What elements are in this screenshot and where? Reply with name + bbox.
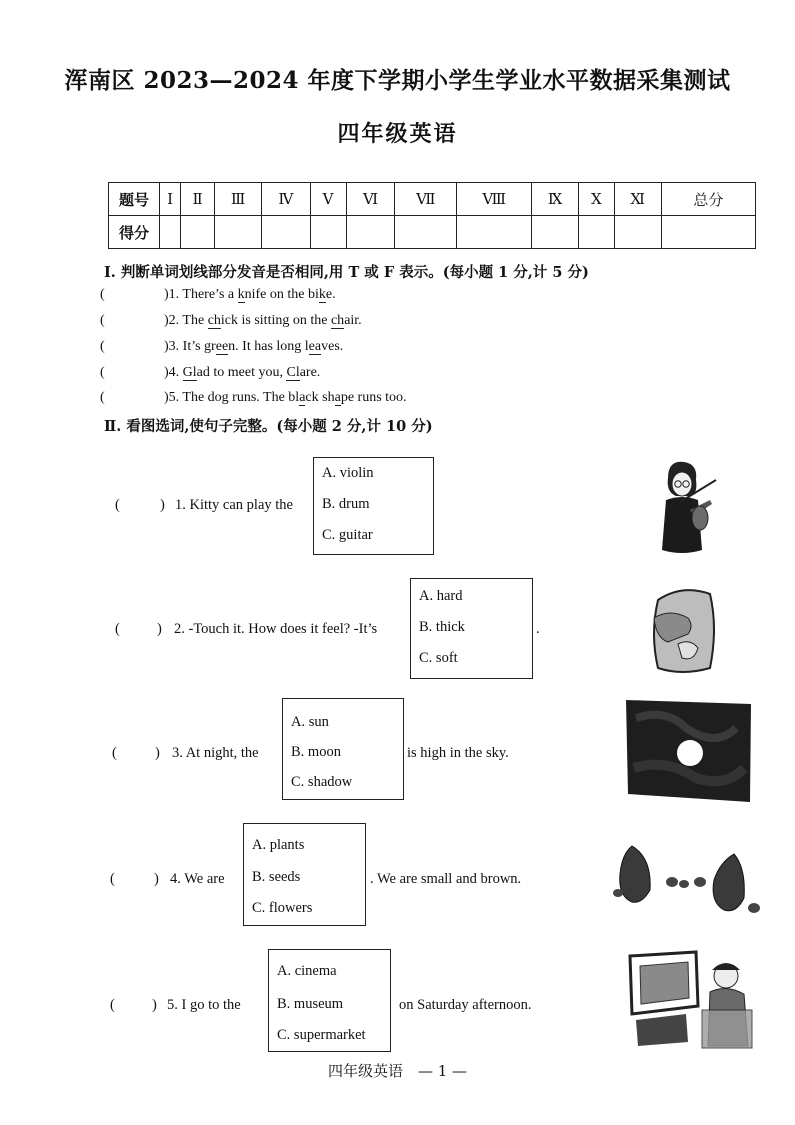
underlined-letters: k xyxy=(237,287,245,302)
item-text: are. xyxy=(299,365,321,380)
question-paren-close: ) xyxy=(157,621,162,637)
item-text: n. It has long l xyxy=(228,339,309,354)
option-c[interactable]: C. flowers xyxy=(252,900,313,916)
option-a[interactable]: A. hard xyxy=(419,588,463,604)
underlined-letters: k xyxy=(318,287,326,302)
score-cell[interactable] xyxy=(614,216,661,249)
question-text: 4. We are xyxy=(170,871,225,887)
score-cell[interactable] xyxy=(532,216,579,249)
option-box xyxy=(313,457,434,555)
night-moon-illustration xyxy=(626,698,751,803)
underlined-letters: ea xyxy=(308,339,322,354)
underlined-letters: a xyxy=(334,390,341,405)
score-table xyxy=(108,182,756,249)
score-column-header: Ⅸ xyxy=(532,183,579,216)
question-paren-close: ) xyxy=(152,997,157,1013)
section2-heading: Ⅱ. 看图选词,使句子完整。(每小题 2 分,计 10 分) xyxy=(104,418,433,435)
answer-paren[interactable]: ( xyxy=(100,339,105,354)
score-column-header: Ⅶ xyxy=(395,183,457,216)
item-text: ick is sitting on the xyxy=(220,313,331,328)
item-text: It’s gr xyxy=(179,339,216,354)
score-column-header: Ⅺ xyxy=(614,183,661,216)
option-a[interactable]: A. plants xyxy=(252,837,305,853)
item-text: The dog runs. The bl xyxy=(179,390,300,405)
score-row-label: 得分 xyxy=(109,216,160,249)
score-column-header: Ⅲ xyxy=(215,183,262,216)
question-paren-close: ) xyxy=(160,497,165,513)
item-text: There’s a xyxy=(179,287,238,302)
seeds-illustration xyxy=(612,838,762,923)
item-number: )2. xyxy=(164,313,180,328)
question-text-after: is high in the sky. xyxy=(407,745,509,761)
question-text-after: . We are small and brown. xyxy=(370,871,522,887)
question-text: 2. -Touch it. How does it feel? -It’s xyxy=(174,621,378,637)
question-text-after: . xyxy=(536,621,540,637)
score-cell[interactable] xyxy=(457,216,532,249)
score-column-header: I xyxy=(160,183,181,216)
exam-title: 浑南区 2023—2024 年度下学期小学生学业水平数据采集测试 xyxy=(64,67,731,94)
option-b[interactable]: B. moon xyxy=(291,744,341,760)
section1-item xyxy=(100,390,407,406)
question-text-after: on Saturday afternoon. xyxy=(399,997,532,1013)
item-text: ves. xyxy=(321,339,344,354)
item-number: )1. xyxy=(164,287,180,302)
option-a[interactable]: A. cinema xyxy=(277,963,337,979)
option-b[interactable]: B. museum xyxy=(277,996,344,1012)
score-column-header: 总分 xyxy=(661,183,755,216)
item-text: nife on the bi xyxy=(244,287,319,302)
score-table-score-row xyxy=(109,216,756,249)
answer-paren[interactable]: ( xyxy=(100,287,105,302)
question-text: 5. I go to the xyxy=(167,997,241,1013)
score-column-header: Ⅳ xyxy=(262,183,311,216)
section1-heading: Ⅰ. 判断单词划线部分发音是否相同,用 T 或 F 表示。(每小题 1 分,计 5 分) xyxy=(104,264,589,281)
question-paren-open[interactable]: ( xyxy=(110,871,115,887)
option-box xyxy=(282,698,404,800)
question-paren-close: ) xyxy=(155,745,160,761)
section1-item xyxy=(100,365,320,381)
item-text: e. xyxy=(325,287,336,302)
score-row-label: 题号 xyxy=(109,183,160,216)
answer-paren[interactable]: ( xyxy=(100,365,105,380)
item-number: )5. xyxy=(164,390,180,405)
pillow-illustration xyxy=(648,578,718,676)
item-text: The xyxy=(179,313,208,328)
item-text: ad to meet you, xyxy=(196,365,287,380)
score-cell[interactable] xyxy=(395,216,457,249)
item-text: air. xyxy=(344,313,362,328)
option-a[interactable]: A. sun xyxy=(291,714,329,730)
score-cell[interactable] xyxy=(310,216,346,249)
score-cell[interactable] xyxy=(215,216,262,249)
question-text: 3. At night, the xyxy=(172,745,259,761)
score-cell[interactable] xyxy=(661,216,755,249)
option-box xyxy=(410,578,533,679)
underlined-letters: Gl xyxy=(182,365,197,380)
score-column-header: Ⅷ xyxy=(457,183,532,216)
section1-item xyxy=(100,313,362,329)
item-text: pe runs too. xyxy=(340,390,407,405)
section1-item xyxy=(100,287,336,303)
score-cell[interactable] xyxy=(346,216,395,249)
option-c[interactable]: C. supermarket xyxy=(277,1027,366,1043)
item-number: )3. xyxy=(164,339,180,354)
option-c[interactable]: C. shadow xyxy=(291,774,353,790)
option-box xyxy=(243,823,366,926)
score-column-header: Ⅴ xyxy=(310,183,346,216)
score-column-header: Ⅱ xyxy=(181,183,215,216)
option-b[interactable]: B. drum xyxy=(322,496,370,512)
section1-item xyxy=(100,339,343,355)
page-footer: 四年级英语 — 1 — xyxy=(327,1062,468,1080)
score-table-header-row xyxy=(109,183,756,216)
option-a[interactable]: A. violin xyxy=(322,465,374,481)
underlined-letters: ee xyxy=(215,339,229,354)
underlined-letters: ch xyxy=(330,313,345,328)
question-paren-open[interactable]: ( xyxy=(115,621,120,637)
question-paren-open[interactable]: ( xyxy=(115,497,120,513)
underlined-letters: a xyxy=(299,390,306,405)
score-cell[interactable] xyxy=(181,216,215,249)
underlined-letters: ch xyxy=(207,313,221,328)
underlined-letters: Cl xyxy=(286,365,300,380)
question-paren-open[interactable]: ( xyxy=(110,997,115,1013)
option-box xyxy=(268,949,391,1052)
option-b[interactable]: B. seeds xyxy=(252,869,301,885)
score-cell[interactable] xyxy=(262,216,311,249)
cinema-illustration xyxy=(626,950,758,1050)
item-number: )4. xyxy=(164,365,180,380)
question-text: 1. Kitty can play the xyxy=(175,497,293,513)
question-paren-open[interactable]: ( xyxy=(112,745,117,761)
answer-paren[interactable]: ( xyxy=(100,390,105,405)
question-paren-close: ) xyxy=(154,871,159,887)
option-c[interactable]: C. guitar xyxy=(322,527,373,543)
option-c[interactable]: C. soft xyxy=(419,650,458,666)
exam-subtitle: 四年级英语 xyxy=(337,121,458,147)
score-cell[interactable] xyxy=(160,216,181,249)
option-b[interactable]: B. thick xyxy=(419,619,465,635)
score-column-header: Ⅵ xyxy=(346,183,395,216)
item-text: ck sh xyxy=(305,390,335,405)
violin-girl-illustration xyxy=(650,458,720,556)
score-cell[interactable] xyxy=(579,216,614,249)
score-column-header: Ⅹ xyxy=(579,183,614,216)
answer-paren[interactable]: ( xyxy=(100,313,105,328)
